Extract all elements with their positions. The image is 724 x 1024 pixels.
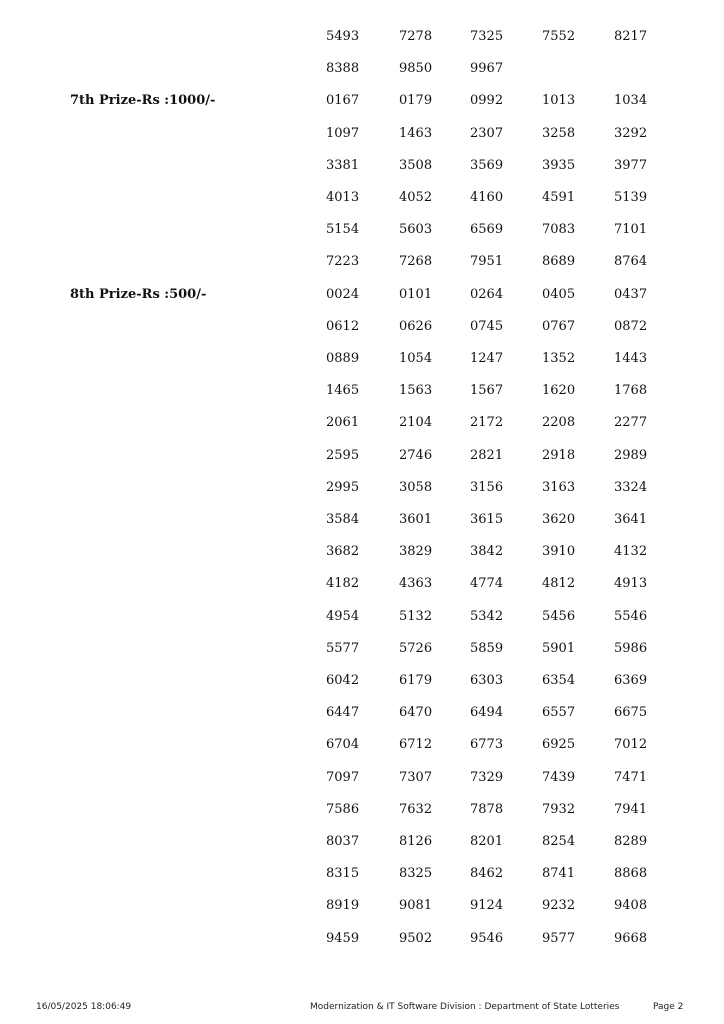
ticket-number: 2595: [326, 447, 360, 463]
ticket-number: 9232: [542, 898, 576, 914]
ticket-number: 6369: [614, 673, 648, 688]
ticket-number: 1097: [326, 125, 360, 141]
ticket-number: 4913: [614, 576, 648, 592]
ticket-number: 9577: [542, 930, 576, 946]
prize-label: 7th Prize-Rs :1000/-: [70, 93, 216, 109]
ticket-number: 4182: [326, 576, 360, 592]
ticket-number: 0179: [399, 93, 433, 109]
ticket-number: 5603: [399, 222, 433, 238]
ticket-number: 5901: [542, 640, 576, 656]
ticket-number: 0745: [470, 318, 504, 334]
ticket-number: 4160: [470, 190, 504, 205]
ticket-number: 9081: [399, 898, 433, 914]
ticket-number: 1465: [326, 383, 360, 399]
ticket-number: 3829: [399, 544, 433, 560]
footer-page-number: Page 2: [653, 1002, 684, 1012]
ticket-number: 6675: [614, 705, 648, 721]
ticket-number: 8126: [399, 834, 433, 849]
ticket-number: 5342: [470, 608, 504, 624]
ticket-number: 3058: [399, 479, 433, 495]
ticket-number: 3682: [326, 544, 360, 560]
ticket-number: 7097: [326, 769, 360, 785]
ticket-number: 8764: [614, 254, 648, 270]
ticket-number: 3977: [614, 157, 648, 173]
ticket-number: 5986: [614, 640, 648, 656]
ticket-number: 7932: [542, 801, 576, 817]
ticket-number: 1567: [470, 383, 504, 399]
ticket-number: 4132: [614, 544, 648, 560]
ticket-number: 9967: [470, 61, 504, 77]
ticket-number: 8388: [326, 61, 360, 77]
ticket-number: 4774: [470, 576, 504, 592]
ticket-number: 4812: [542, 576, 576, 592]
ticket-number: 7552: [542, 29, 576, 44]
ticket-number: 6925: [542, 737, 576, 753]
ticket-number: 3258: [542, 125, 576, 141]
ticket-number: 1443: [614, 351, 648, 366]
ticket-number: 9502: [399, 930, 433, 946]
ticket-number: 2995: [326, 479, 360, 495]
ticket-number: 7439: [542, 769, 576, 785]
ticket-number: 2061: [326, 415, 360, 431]
ticket-number: 7307: [399, 769, 433, 785]
ticket-number: 3163: [542, 479, 576, 495]
ticket-number: 2307: [470, 125, 504, 141]
ticket-number: 7878: [470, 801, 504, 817]
ticket-number: 5456: [542, 608, 576, 624]
ticket-number: 5546: [614, 608, 648, 624]
ticket-number: 1352: [542, 351, 576, 366]
ticket-number: 8254: [542, 834, 576, 849]
ticket-number: 3292: [614, 125, 648, 141]
ticket-number: 8741: [542, 866, 576, 882]
ticket-number: 3569: [470, 157, 504, 173]
ticket-number: 7012: [614, 737, 648, 753]
ticket-number: 8037: [326, 834, 360, 849]
ticket-number: 6557: [542, 705, 576, 721]
ticket-number: 1034: [614, 93, 648, 109]
ticket-number: 3910: [542, 544, 576, 560]
ticket-number: 6303: [470, 673, 504, 688]
ticket-number: 8201: [470, 834, 504, 849]
ticket-number: 7083: [542, 222, 576, 238]
ticket-number: 9850: [399, 61, 433, 77]
ticket-number: 3601: [399, 512, 433, 527]
ticket-number: 8289: [614, 834, 648, 849]
ticket-number: 8868: [614, 866, 648, 882]
footer-datetime: 16/05/2025 18:06:49: [36, 1002, 132, 1012]
ticket-number: 5154: [326, 222, 360, 238]
ticket-number: 1563: [399, 383, 433, 399]
footer-division: Modernization & IT Software Division : Department of State Lotteries: [310, 1002, 620, 1012]
ticket-number: 6470: [399, 705, 433, 721]
ticket-number: 1054: [399, 351, 433, 366]
ticket-number: 3324: [614, 479, 648, 495]
ticket-number: 1768: [614, 383, 648, 399]
ticket-number: 8689: [542, 254, 576, 270]
ticket-number: 0167: [326, 93, 360, 109]
ticket-number: 2172: [470, 415, 504, 431]
ticket-number: 3842: [470, 544, 504, 560]
ticket-number: 1463: [399, 125, 433, 141]
ticket-number: 3620: [542, 512, 576, 527]
ticket-number: 5859: [470, 640, 504, 656]
ticket-number: 3381: [326, 157, 360, 173]
ticket-number: 1620: [542, 383, 576, 399]
ticket-number: 7941: [614, 801, 648, 817]
ticket-number: 6712: [399, 737, 433, 753]
ticket-number: 7268: [399, 254, 433, 270]
ticket-number: 0626: [399, 318, 433, 334]
ticket-number: 3156: [470, 479, 504, 495]
ticket-number: 0889: [326, 351, 360, 366]
ticket-number: 4363: [399, 576, 433, 592]
ticket-number: 5132: [399, 608, 433, 624]
ticket-number: 9408: [614, 898, 648, 914]
ticket-number: 4591: [542, 190, 576, 205]
ticket-number: 7586: [326, 801, 360, 817]
ticket-number: 1247: [470, 351, 504, 366]
ticket-number: 6354: [542, 673, 576, 688]
ticket-number: 5726: [399, 640, 433, 656]
ticket-number: 6447: [326, 705, 360, 721]
ticket-number: 0024: [326, 286, 360, 302]
ticket-number: 9546: [470, 930, 504, 946]
ticket-number: 6494: [470, 705, 504, 721]
ticket-number: 9124: [470, 898, 504, 914]
ticket-number: 0612: [326, 318, 360, 334]
ticket-number: 6179: [399, 673, 433, 688]
ticket-number: 7325: [470, 29, 504, 44]
ticket-number: 0264: [470, 286, 504, 302]
prize-label: 8th Prize-Rs :500/-: [70, 286, 207, 302]
ticket-number: 0437: [614, 286, 648, 302]
ticket-number: 6569: [470, 222, 504, 238]
ticket-number: 2746: [399, 447, 433, 463]
ticket-number: 1013: [542, 93, 576, 109]
ticket-number: 8919: [326, 898, 360, 914]
ticket-number: 3615: [470, 512, 504, 527]
ticket-number: 2208: [542, 415, 576, 431]
ticket-number: 0767: [542, 318, 576, 334]
ticket-number: 3935: [542, 157, 576, 173]
ticket-number: 7278: [399, 29, 433, 44]
ticket-number: 8325: [399, 866, 433, 882]
ticket-number: 6704: [326, 737, 360, 753]
ticket-number: 3508: [399, 157, 433, 173]
ticket-number: 2918: [542, 447, 576, 463]
ticket-number: 0101: [399, 286, 433, 302]
ticket-number: 8315: [326, 866, 360, 882]
ticket-number: 0872: [614, 318, 648, 334]
ticket-number: 7471: [614, 769, 648, 785]
ticket-number: 3584: [326, 512, 360, 527]
ticket-number: 7329: [470, 769, 504, 785]
ticket-number: 2989: [614, 447, 648, 463]
ticket-number: 5577: [326, 640, 360, 656]
ticket-number: 4013: [326, 190, 360, 205]
ticket-number: 7223: [326, 254, 360, 270]
ticket-number: 6773: [470, 737, 504, 753]
ticket-number: 3641: [614, 512, 648, 527]
ticket-number: 0405: [542, 286, 576, 302]
ticket-number: 4052: [399, 190, 433, 205]
ticket-number: 7101: [614, 222, 648, 238]
ticket-number: 7632: [399, 801, 433, 817]
ticket-number: 5493: [326, 29, 360, 44]
ticket-number: 0992: [470, 93, 504, 109]
ticket-number: 2821: [470, 447, 504, 463]
ticket-number: 2277: [614, 415, 648, 431]
ticket-number: 8462: [470, 866, 504, 882]
ticket-number: 4954: [326, 608, 360, 624]
ticket-number: 9459: [326, 930, 360, 946]
ticket-number: 2104: [399, 415, 433, 431]
ticket-number: 7951: [470, 254, 504, 270]
ticket-number: 5139: [614, 190, 648, 205]
ticket-number: 8217: [614, 29, 648, 44]
ticket-number: 9668: [614, 930, 648, 946]
ticket-number: 6042: [326, 673, 360, 688]
